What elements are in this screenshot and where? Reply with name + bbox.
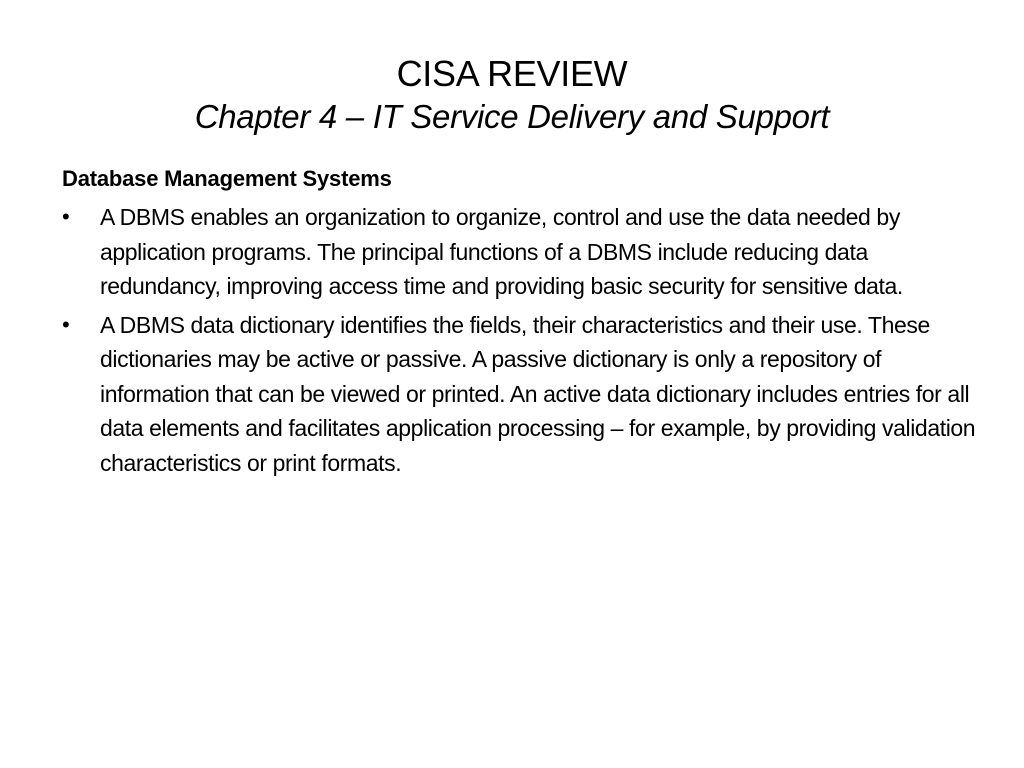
slide-title: CISA REVIEW <box>396 53 628 94</box>
section-heading: Database Management Systems <box>62 166 392 191</box>
bullet-text: A DBMS enables an organization to organize, control and use the data needed by application programs. The principal functions of a DBMS include reducing data redundancy, improving access time and providing basic security for sensitive data. <box>100 204 903 299</box>
slide-subtitle: Chapter 4 – IT Service Delivery and Support <box>194 98 830 135</box>
bullet-list <box>62 200 982 480</box>
bullet-icon: • <box>62 204 70 229</box>
bullet-item <box>62 308 982 481</box>
title-block <box>0 52 1024 138</box>
bullet-text: A DBMS data dictionary identifies the fields, their characteristics and their use. These dictionaries may be active or passive. A passive dictionary is only a repository of information that can be viewed or printed. An active data dictionary includes entries for all data elements and facilitates application processing – for example, by providing validation characteristics or print formats. <box>100 311 976 476</box>
slide-body <box>62 164 982 484</box>
bullet-icon: • <box>62 311 70 337</box>
bullet-item <box>62 200 982 304</box>
